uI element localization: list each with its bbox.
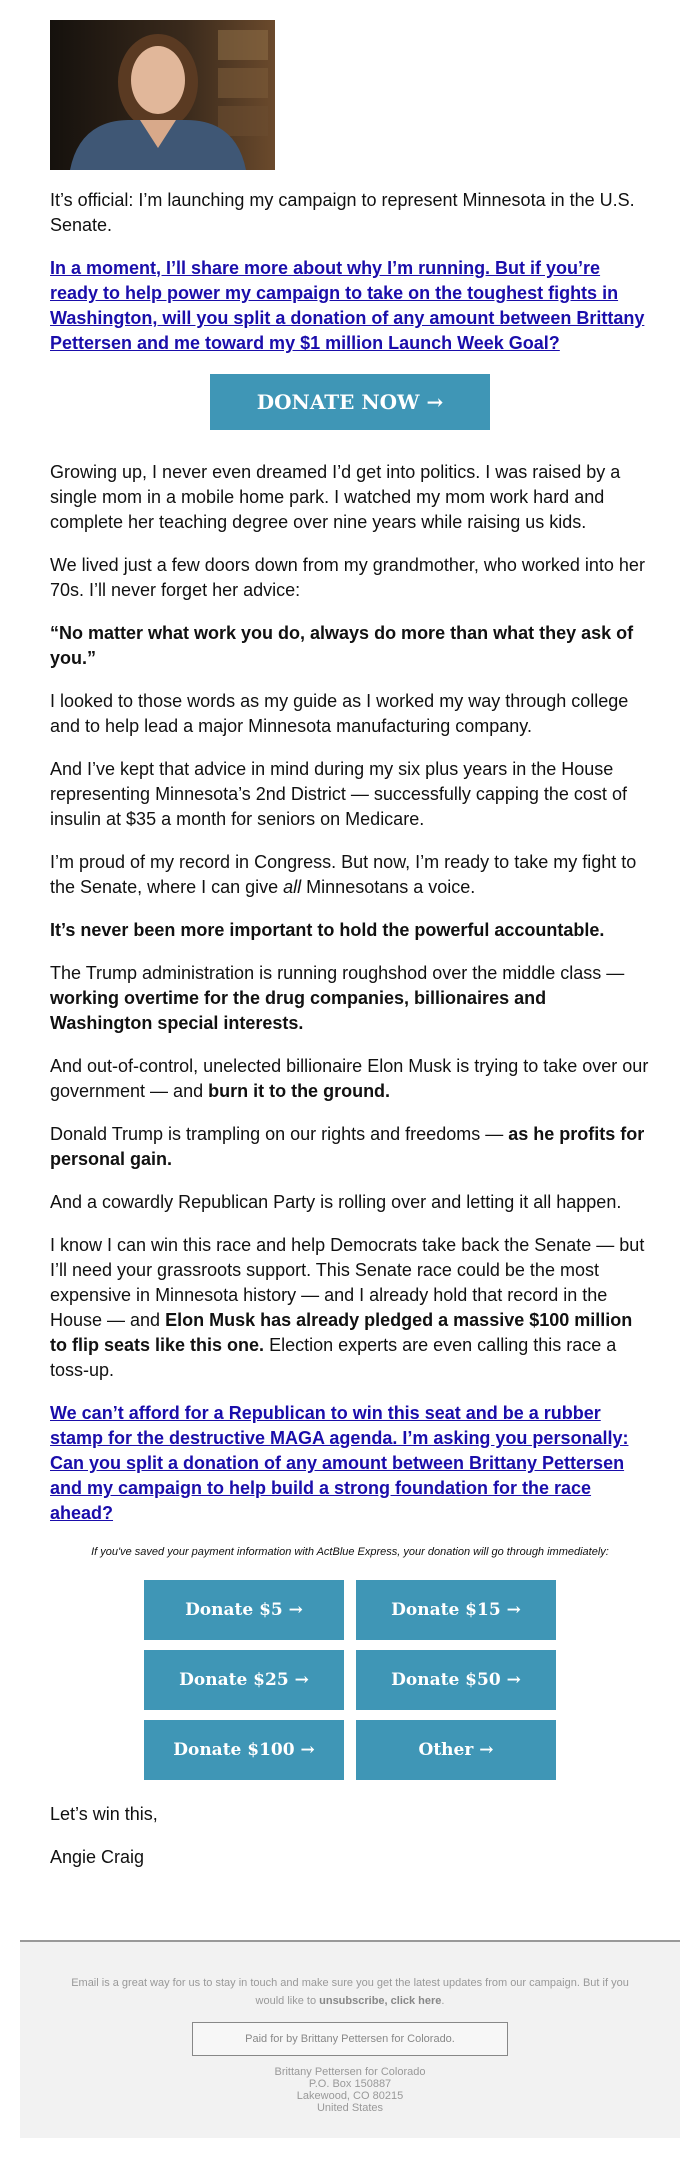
signature: Angie Craig: [50, 1847, 145, 1867]
ask-paragraph-2: [50, 1401, 650, 1526]
trump-admin-paragraph: [50, 961, 650, 1036]
donate-25-button[interactable]: Donate $25 →: [144, 1650, 344, 1710]
unsubscribe-link[interactable]: unsubscribe, click here: [319, 1995, 442, 2007]
musk-text: And out-of-control, unelected billionaire Elon Musk is trying to take over our government — and: [50, 1056, 649, 1101]
trampling-bold: as he profits for personal gain.: [50, 1124, 645, 1169]
footer-message: [60, 1974, 640, 2010]
story-house: And I’ve kept that advice in mind during my six plus years in the House representing Minnesota’s 2nd District — successfully capping the cost of insulin at $35 a month for seniors on Medicare.: [50, 759, 627, 829]
win-paragraph: [50, 1233, 650, 1383]
trampling-text: Donald Trump is trampling on our rights and freedoms —: [50, 1124, 509, 1144]
mailing-address: [60, 2066, 640, 2114]
story-guide: I looked to those words as my guide as I worked my way through college and to help lead a major Minnesota manufacturing company.: [50, 691, 629, 736]
story-proud: [50, 850, 650, 900]
story-grandmother: We lived just a few doors down from my grandmother, who worked into her 70s. I’ll never forget her advice:: [50, 555, 645, 600]
musk-paragraph: [50, 1054, 650, 1104]
proud-text-a: I’m proud of my record in Congress. But now, I’m ready to take my fight to the Senate, where I can give: [50, 852, 637, 897]
donate-50-button[interactable]: Donate $50 →: [356, 1650, 556, 1710]
donate-15-button[interactable]: Donate $15 →: [356, 1580, 556, 1640]
ask-paragraph: [50, 256, 650, 356]
candidate-photo: [50, 20, 275, 170]
win-bold: Elon Musk has already pledged a massive $100 million to flip seats like this one.: [50, 1310, 633, 1355]
intro-text: It’s official: I’m launching my campaign to represent Minnesota in the U.S. Senate.: [50, 190, 635, 235]
win-text-a: I know I can win this race and help Democrats take back the Senate — but I’ll need your grassroots support. This Senate race could be the most expensive in Minnesota history — and I already hold that record in the House — and: [50, 1235, 645, 1330]
footer-message-text: Email is a great way for us to stay in touch and make sure you get the latest updates from our campaign. But if you would like to: [71, 1977, 629, 2007]
footer: [20, 1940, 680, 2138]
actblue-note: If you've saved your payment information with ActBlue Express, your donation will go through immediately:: [91, 1546, 609, 1558]
proud-emphasis: all: [283, 877, 302, 897]
donate-5-button[interactable]: Donate $5 →: [144, 1580, 344, 1640]
trampling-paragraph: [50, 1122, 650, 1172]
trump-admin-text: The Trump administration is running roughshod over the middle class —: [50, 963, 625, 983]
story-growing-up: Growing up, I never even dreamed I’d get into politics. I was raised by a single mom in a mobile home park. I watched my mom work hard and complete her teaching degree over nine years while raising us kids.: [50, 462, 621, 532]
donate-now-row: [50, 374, 650, 430]
musk-bold: burn it to the ground.: [208, 1081, 391, 1101]
signoff: Let’s win this,: [50, 1804, 158, 1824]
proud-text-b: Minnesotans a voice.: [301, 877, 476, 897]
footer-period: .: [441, 1995, 445, 2007]
donation-amount-grid: [144, 1580, 556, 1780]
paid-for-by-box: Paid for by Brittany Pettersen for Colorado.: [192, 2022, 508, 2056]
grandmother-quote: “No matter what work you do, always do more than what they ask of you.”: [50, 623, 634, 668]
donate-100-button[interactable]: Donate $100 →: [144, 1720, 344, 1780]
address-line-country: United States: [316, 2102, 384, 2114]
donate-other-button[interactable]: Other →: [356, 1720, 556, 1780]
win-text-c: Election experts are even calling this race a toss-up.: [50, 1335, 617, 1380]
address-line-city: Lakewood, CO 80215: [296, 2090, 404, 2102]
donate-now-button[interactable]: DONATE NOW →: [210, 374, 490, 430]
trump-admin-bold: working overtime for the drug companies, billionaires and Washington special interests.: [50, 988, 547, 1033]
cowardly-paragraph: And a cowardly Republican Party is rolling over and letting it all happen.: [50, 1192, 622, 1212]
address-line-org: Brittany Pettersen for Colorado: [274, 2066, 426, 2078]
accountable-heading: It’s never been more important to hold the powerful accountable.: [50, 920, 605, 940]
address-line-pobox: P.O. Box 150887: [308, 2078, 392, 2090]
ask-donate-link[interactable]: In a moment, I’ll share more about why I’m running. But if you’re ready to help power my campaign to take on the toughest fights in Washington, will you split a donation of any amount between Brittany Pettersen and me toward my $1 million Launch Week Goal?: [50, 258, 645, 353]
ask-donate-link-2[interactable]: We can’t afford for a Republican to win this seat and be a rubber stamp for the destructive MAGA agenda. I’m asking you personally: Can you split a donation of any amount between Brittany Pettersen and my campaign to help build a strong foundation for the race ahead?: [50, 1403, 629, 1523]
